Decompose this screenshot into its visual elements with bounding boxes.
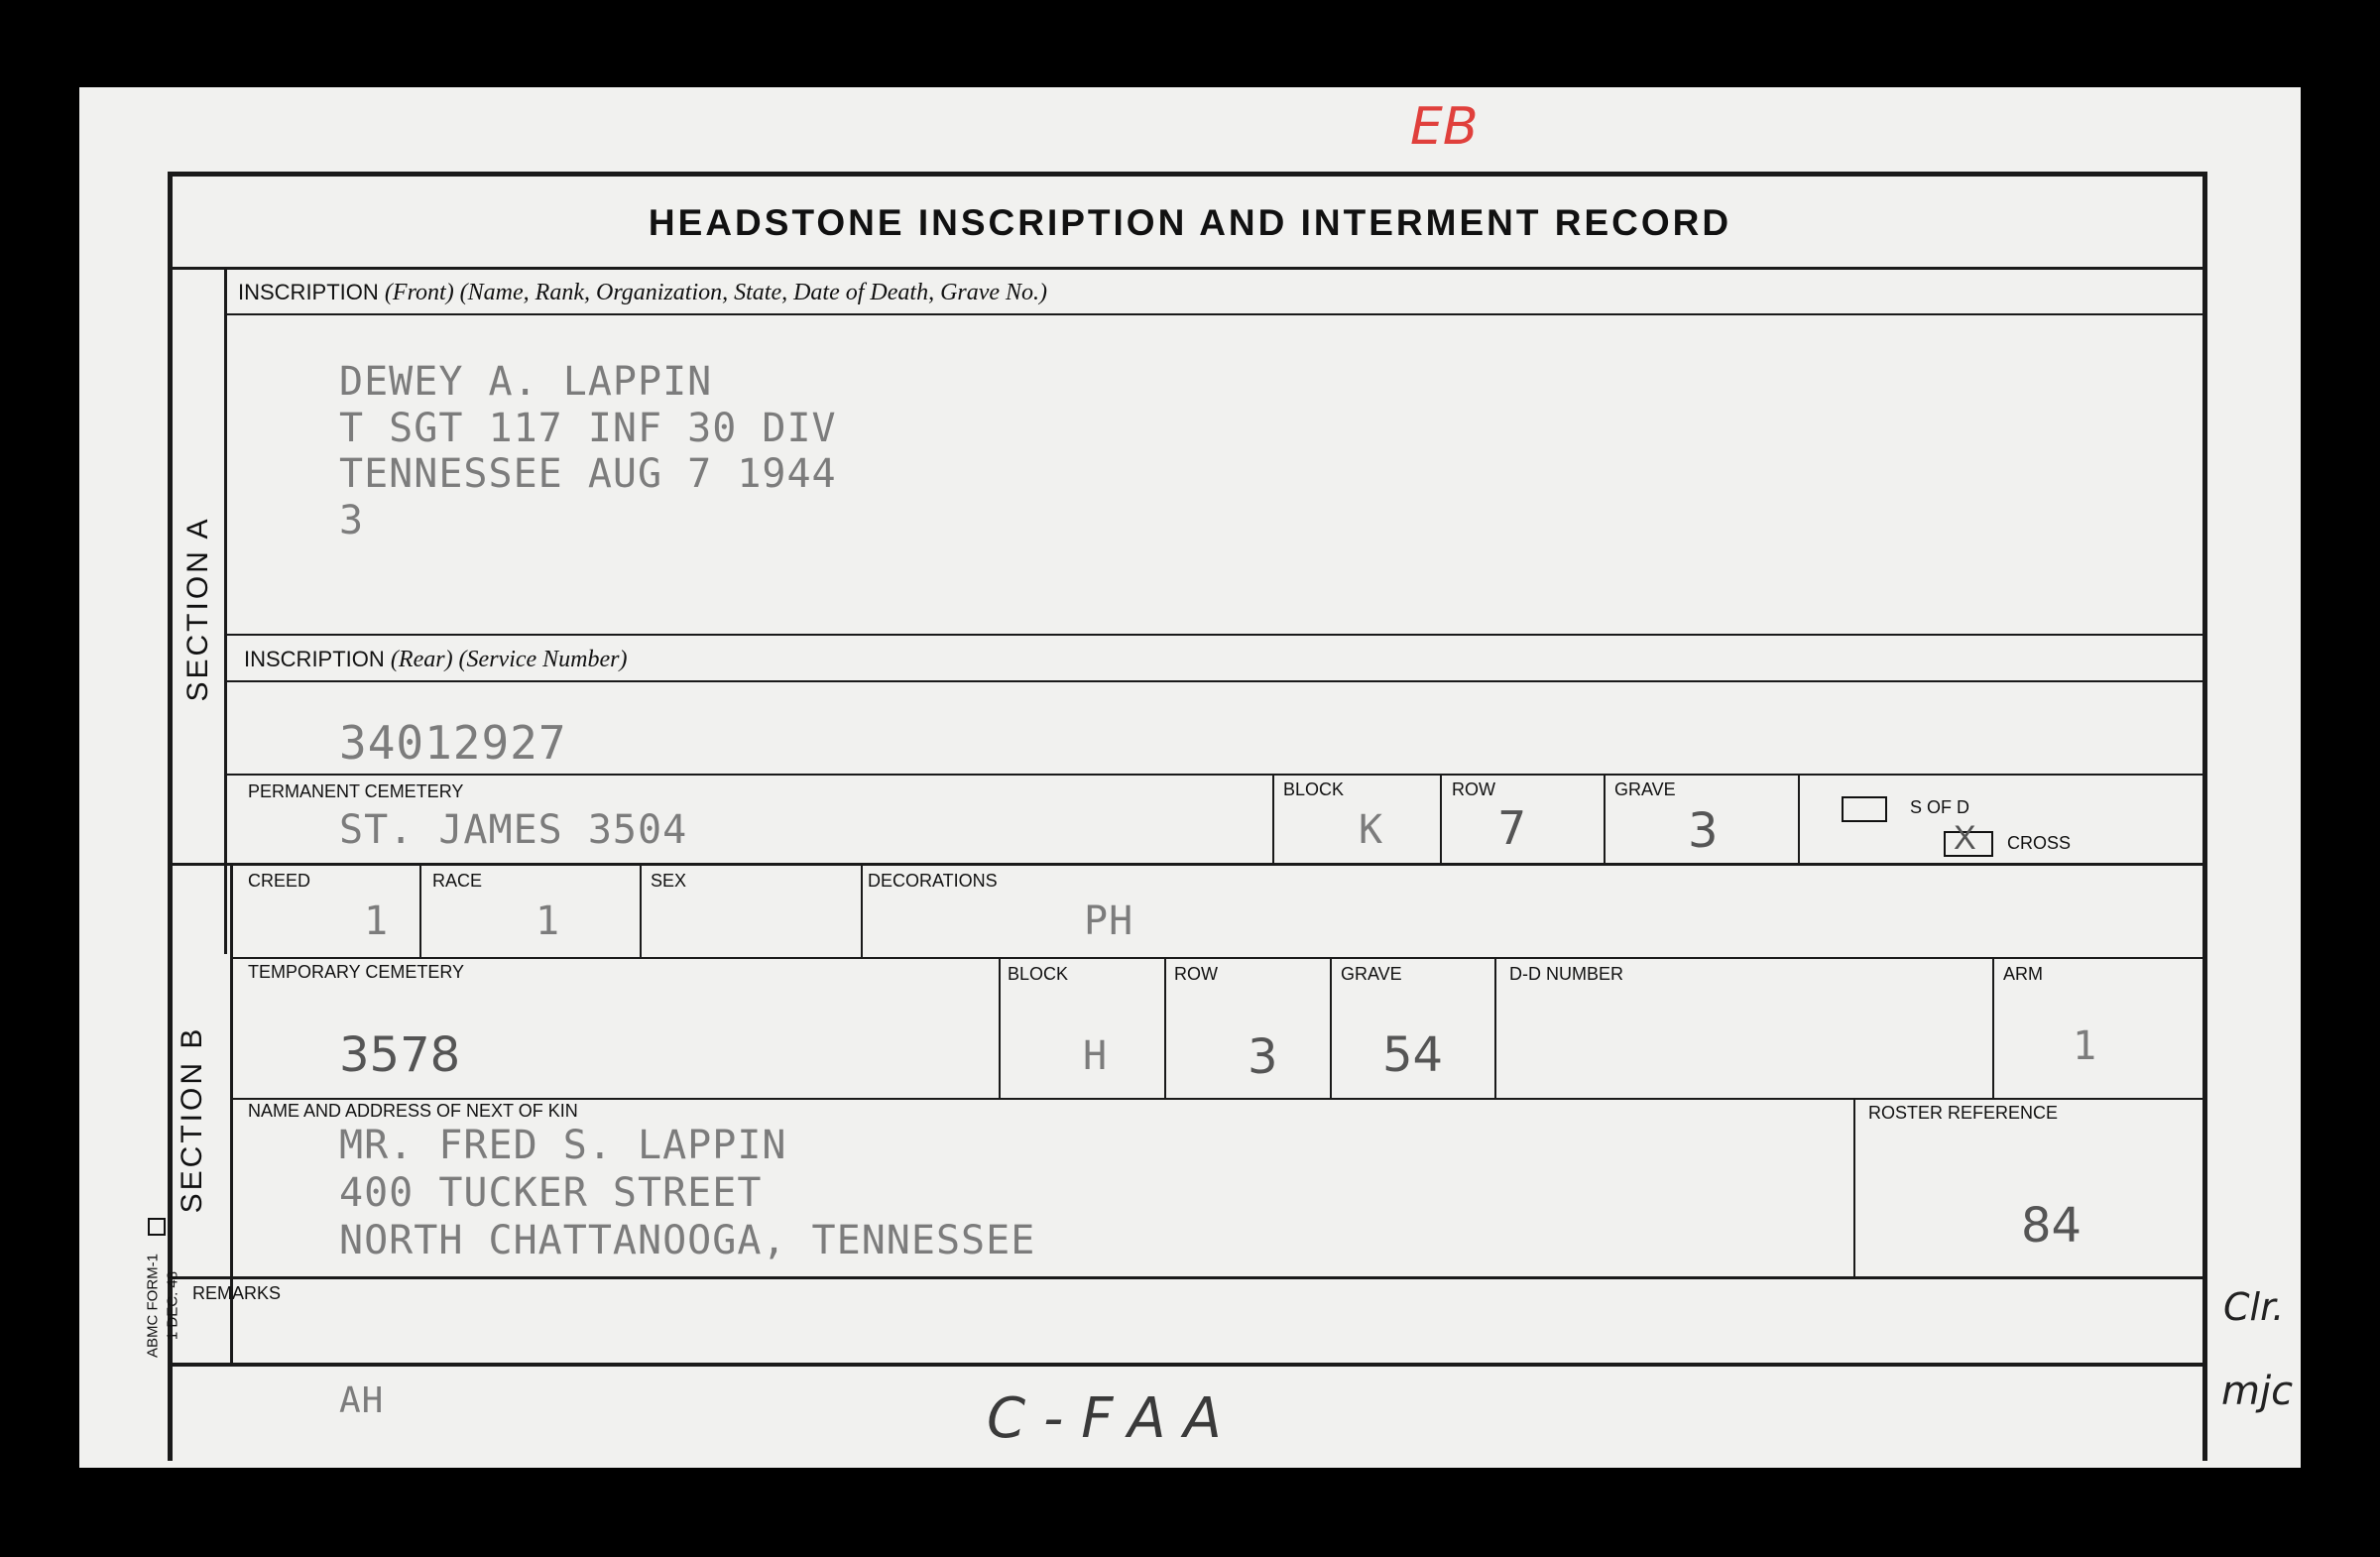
bottom-handwritten-note: C-FAA [987,1386,1240,1451]
race-value: 1 [536,898,561,944]
next-of-kin-line-3: NORTH CHATTANOOGA, TENNESSEE [339,1218,1036,1263]
permanent-grave-label: GRAVE [1614,779,1676,799]
inscription-front-line-3: TENNESSEE AUG 7 1944 [339,451,837,497]
remarks-label: REMARKS [192,1283,282,1303]
temporary-block-value: H [1083,1033,1109,1079]
section-a-label: SECTION A [181,516,214,702]
next-of-kin-line-1: MR. FRED S. LAPPIN [339,1123,787,1168]
permanent-cemetery-label: PERMANENT CEMETERY [248,781,464,801]
permanent-row-label: ROW [1452,779,1495,799]
sex-label: SEX [651,871,687,891]
temporary-grave-value: 54 [1382,1027,1444,1083]
inscription-front-line-1: DEWEY A. LAPPIN [339,359,713,405]
inscription-front-line-2: T SGT 117 INF 30 DIV [339,406,837,451]
inscription-rear-hint: (Rear) (Service Number) [390,647,628,672]
permanent-grave-value: 3 [1688,803,1719,859]
top-initials-mark: EB [1410,97,1479,157]
section-b-label: SECTION B [176,1025,208,1214]
temporary-cemetery-value: 3578 [339,1027,461,1083]
inscription-rear-label: INSCRIPTION (Rear) (Service Number) [244,647,628,672]
inscription-front-hint: (Front) (Name, Rank, Organization, State, Date of Death, Grave No.) [384,280,1048,305]
temporary-block-label: BLOCK [1008,964,1069,984]
permanent-row-value: 7 [1497,801,1527,855]
right-margin-initials: mjc [2221,1369,2294,1414]
permanent-block-value: K [1359,807,1384,853]
temporary-cemetery-label: TEMPORARY CEMETERY [248,962,465,982]
permanent-block-label: BLOCK [1283,779,1345,799]
arm-value: 1 [2073,1023,2098,1069]
inscription-front-label: INSCRIPTION (Front) (Name, Rank, Organization, State, Date of Death, Grave No.) [238,280,1048,305]
next-of-kin-label: NAME AND ADDRESS OF NEXT OF KIN [248,1101,578,1121]
decorations-value: PH [1084,898,1134,944]
form-checkbox[interactable] [148,1218,166,1236]
sofd-checkbox[interactable] [1842,796,1887,822]
dd-number-label: D-D NUMBER [1509,964,1623,984]
temporary-row-label: ROW [1174,964,1218,984]
cross-checkbox[interactable] [1944,819,1993,857]
decorations-label: DECORATIONS [868,871,998,891]
permanent-cemetery-value: ST. JAMES 3504 [339,807,688,853]
form-id: ABMC FORM-1 [144,1254,162,1358]
service-number: 34012927 [339,716,567,770]
roster-reference-label: ROSTER REFERENCE [1868,1103,2059,1123]
right-margin-note: Clr. [2223,1285,2285,1329]
record-card [79,87,2301,1468]
cross-check-mark: X [1954,819,1976,857]
form-title: HEADSTONE INSCRIPTION AND INTERMENT RECORD [648,202,1732,243]
next-of-kin-line-2: 400 TUCKER STREET [339,1170,763,1216]
form-date: 1 DEC. 48 [164,1270,181,1341]
creed-value: 1 [364,898,390,944]
cross-label: CROSS [2007,833,2072,853]
inscription-front-line-4: 3 [339,498,365,543]
roster-reference-value: 84 [2021,1198,2082,1254]
temporary-grave-label: GRAVE [1341,964,1402,984]
arm-label: ARM [2003,964,2043,984]
race-label: RACE [432,871,483,891]
creed-label: CREED [248,871,311,891]
bottom-initials-ah: AH [339,1380,385,1421]
sofd-label: S OF D [1910,797,1970,817]
temporary-row-value: 3 [1248,1029,1278,1085]
